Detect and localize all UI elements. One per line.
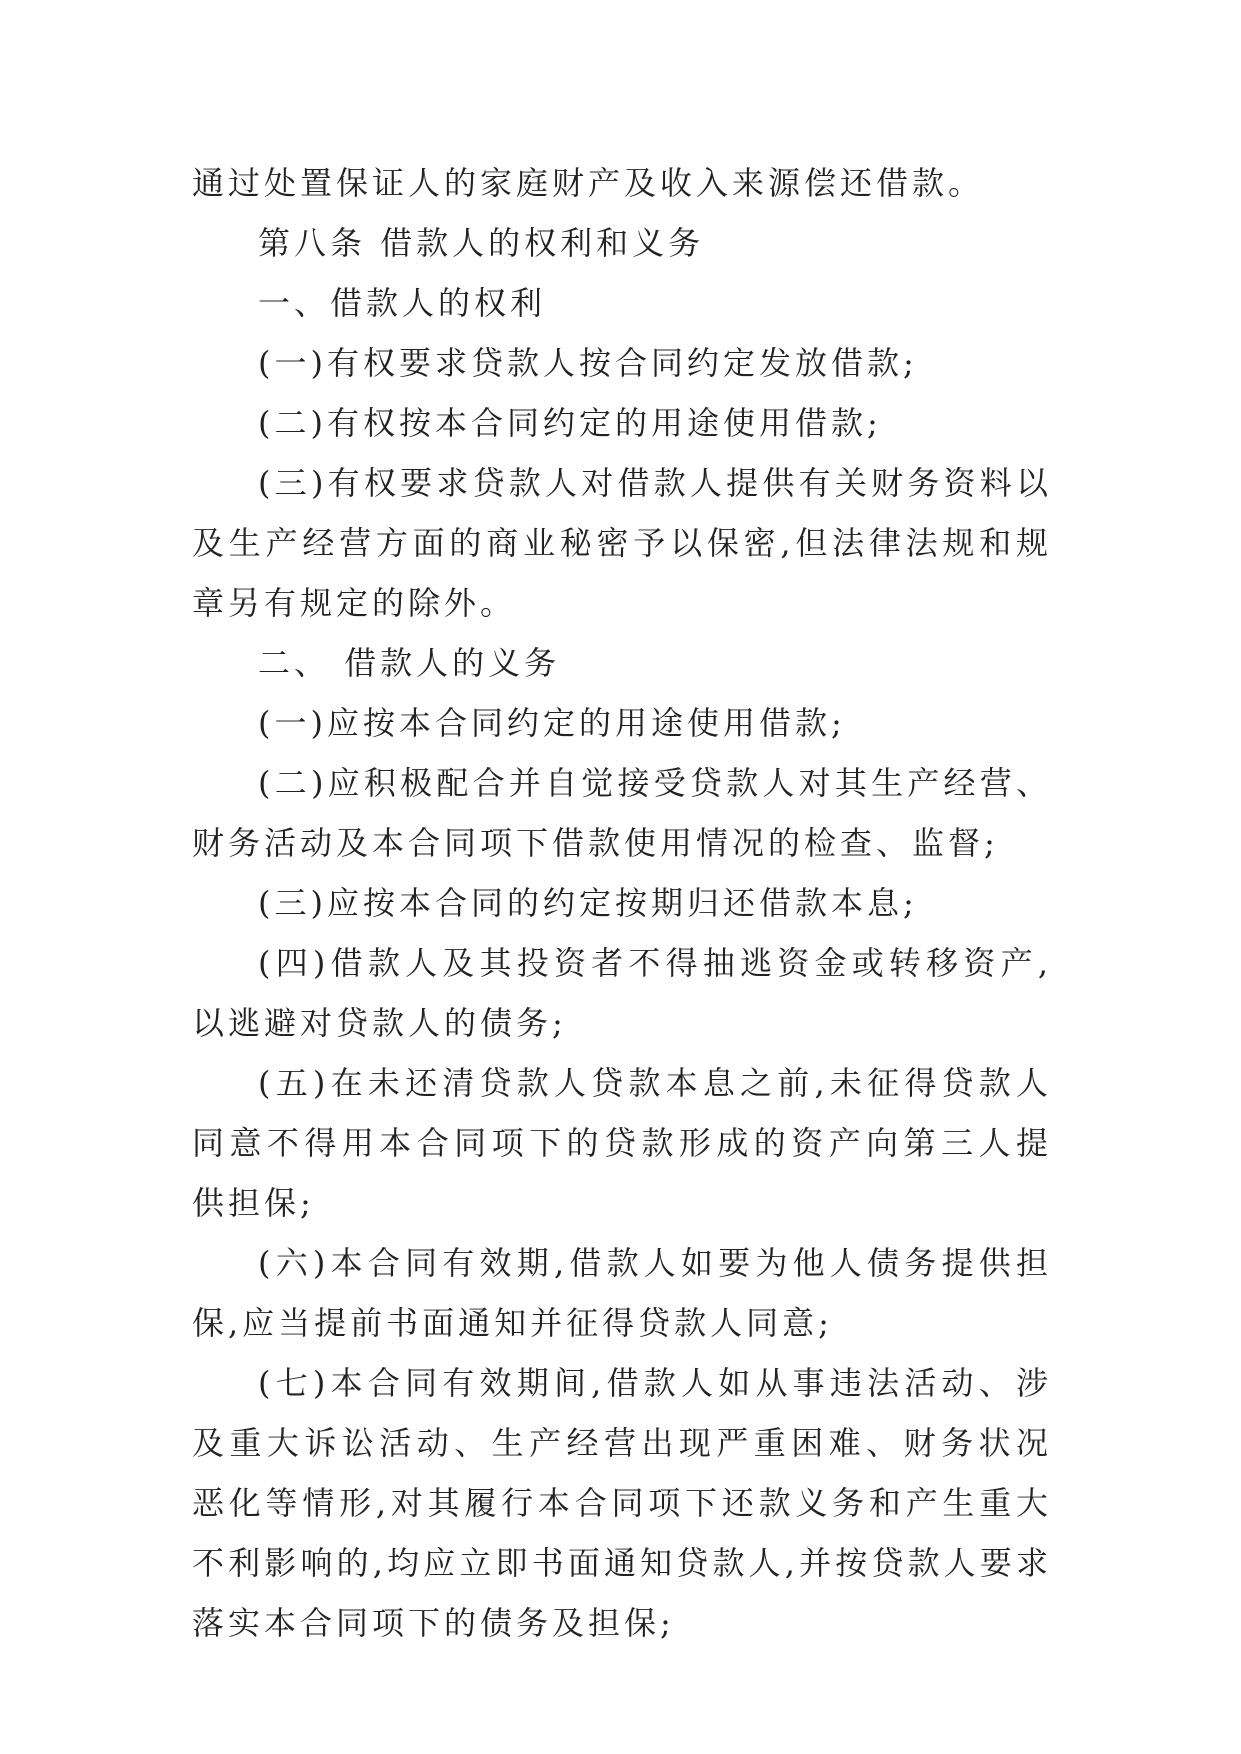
rights-item-3: (三)有权要求贷款人对借款人提供有关财务资料以及生产经营方面的商业秘密予以保密,但法律法规和规章另有规定的除外。	[192, 464, 1052, 622]
obligations-item-3: (三)应按本合同的约定按期归还借款本息;	[258, 884, 918, 922]
obligations-item-7: (七)本合同有效期间,借款人如从事违法活动、涉及重大诉讼活动、生产经营出现严重困难、财务状况恶化等情形,对其履行本合同项下还款义务和产生重大不利影响的,均应立即书面通知贷款人,并按贷款人要求落实本合同项下的债务及担保;	[192, 1364, 1052, 1642]
obligations-item-4: (四)借款人及其投资者不得抽逃资金或转移资产,以逃避对贷款人的债务;	[192, 944, 1052, 1042]
section-heading-rights: 一、借款人的权利	[258, 284, 547, 322]
obligations-item-1: (一)应按本合同约定的用途使用借款;	[258, 704, 846, 742]
paragraph-continuation: 通过处置保证人的家庭财产及收入来源偿还借款。	[192, 164, 985, 202]
document-body	[192, 153, 1052, 1653]
rights-item-1: (一)有权要求贷款人按合同约定发放借款;	[258, 344, 918, 382]
article-heading: 第八条 借款人的权利和义务	[258, 224, 705, 262]
rights-item-2: (二)有权按本合同约定的用途使用借款;	[258, 404, 882, 442]
obligations-item-6: (六)本合同有效期,借款人如要为他人债务提供担保,应当提前书面通知并征得贷款人同意;	[192, 1244, 1052, 1342]
section-heading-obligations: 二、 借款人的义务	[258, 644, 561, 682]
obligations-item-2: (二)应积极配合并自觉接受贷款人对其生产经营、财务活动及本合同项下借款使用情况的检查、监督;	[192, 764, 1052, 862]
obligations-item-5: (五)在未还清贷款人贷款本息之前,未征得贷款人同意不得用本合同项下的贷款形成的资产向第三人提供担保;	[192, 1064, 1052, 1222]
